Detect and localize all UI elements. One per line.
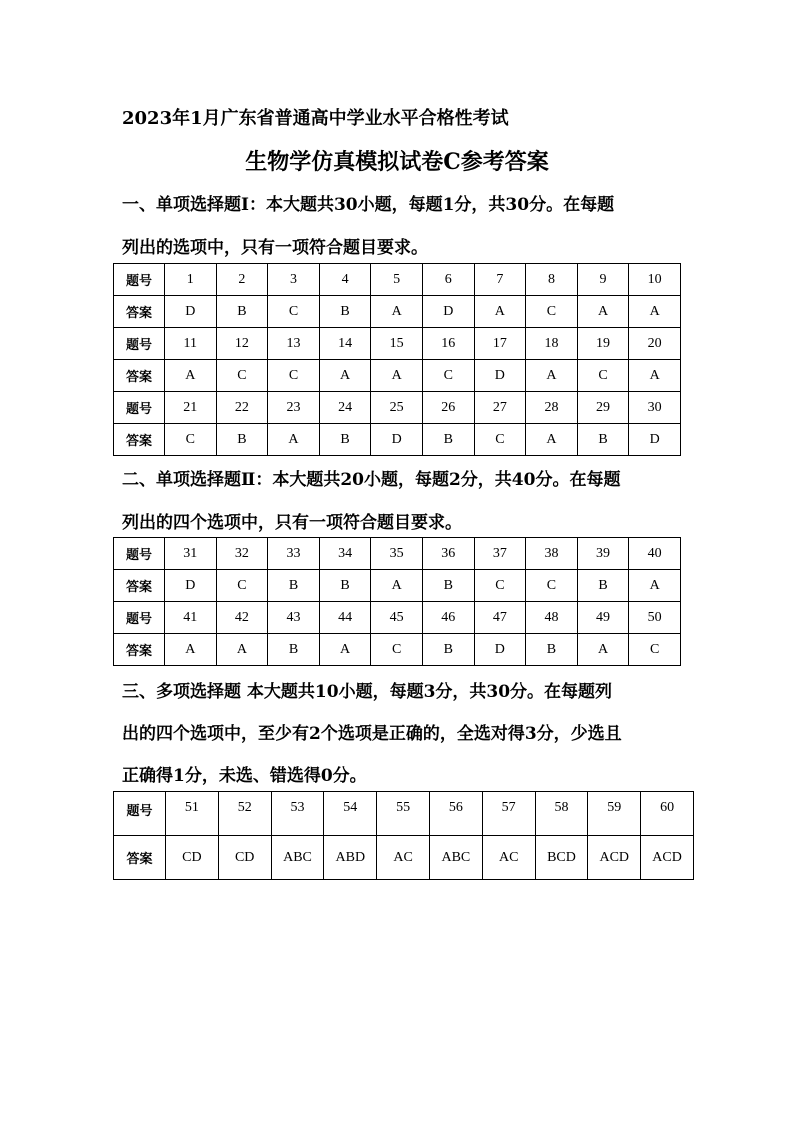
question-number-cell: 50 bbox=[629, 602, 681, 634]
answer-cell: ACD bbox=[641, 836, 694, 880]
answer-cell: C bbox=[526, 296, 578, 328]
question-number-cell: 20 bbox=[629, 328, 681, 360]
question-number-cell: 43 bbox=[268, 602, 320, 634]
answer-cell: C bbox=[216, 570, 268, 602]
question-number-cell: 24 bbox=[319, 392, 371, 424]
answer-cell: C bbox=[577, 360, 629, 392]
question-number-cell: 1 bbox=[165, 264, 217, 296]
question-number-cell: 12 bbox=[216, 328, 268, 360]
answer-cell: A bbox=[216, 634, 268, 666]
question-number-row bbox=[114, 792, 694, 836]
answer-cell: A bbox=[371, 296, 423, 328]
question-number-cell: 47 bbox=[474, 602, 526, 634]
answer-row bbox=[114, 360, 681, 392]
answer-cell: ACD bbox=[588, 836, 641, 880]
answer-cell: A bbox=[319, 360, 371, 392]
question-number-cell: 42 bbox=[216, 602, 268, 634]
question-number-row bbox=[114, 602, 681, 634]
answer-cell: C bbox=[422, 360, 474, 392]
answer-cell: D bbox=[422, 296, 474, 328]
question-number-cell: 23 bbox=[268, 392, 320, 424]
answer-cell: B bbox=[422, 570, 474, 602]
answer-cell: ABC bbox=[429, 836, 482, 880]
question-number-cell: 33 bbox=[268, 538, 320, 570]
question-number-cell: 2 bbox=[216, 264, 268, 296]
question-number-cell: 35 bbox=[371, 538, 423, 570]
row-label: 答案 bbox=[114, 570, 165, 602]
answer-cell: C bbox=[268, 296, 320, 328]
answer-cell: A bbox=[268, 424, 320, 456]
question-number-cell: 11 bbox=[165, 328, 217, 360]
question-number-cell: 10 bbox=[629, 264, 681, 296]
answer-cell: A bbox=[629, 570, 681, 602]
answer-cell: B bbox=[319, 424, 371, 456]
answer-cell: A bbox=[629, 296, 681, 328]
question-number-cell: 38 bbox=[526, 538, 578, 570]
answer-cell: A bbox=[577, 296, 629, 328]
question-number-cell: 3 bbox=[268, 264, 320, 296]
question-number-cell: 26 bbox=[422, 392, 474, 424]
question-number-cell: 22 bbox=[216, 392, 268, 424]
answer-cell: C bbox=[165, 424, 217, 456]
answer-cell: B bbox=[268, 634, 320, 666]
answer-cell: B bbox=[319, 296, 371, 328]
answer-row bbox=[114, 634, 681, 666]
question-number-cell: 28 bbox=[526, 392, 578, 424]
question-number-cell: 44 bbox=[319, 602, 371, 634]
answer-cell: A bbox=[474, 296, 526, 328]
answer-cell: A bbox=[526, 424, 578, 456]
answer-cell: C bbox=[371, 634, 423, 666]
row-label: 题号 bbox=[114, 792, 166, 836]
question-number-cell: 31 bbox=[165, 538, 217, 570]
question-number-cell: 5 bbox=[371, 264, 423, 296]
question-number-cell: 37 bbox=[474, 538, 526, 570]
question-number-row bbox=[114, 392, 681, 424]
section2-answer-table bbox=[113, 537, 681, 666]
answer-row bbox=[114, 424, 681, 456]
question-number-cell: 39 bbox=[577, 538, 629, 570]
row-label: 答案 bbox=[114, 634, 165, 666]
question-number-cell: 59 bbox=[588, 792, 641, 836]
row-label: 题号 bbox=[114, 538, 165, 570]
question-number-cell: 52 bbox=[218, 792, 271, 836]
section3-instructions-line3: 正确得1分，未选、错选得0分。 bbox=[122, 766, 367, 786]
question-number-cell: 13 bbox=[268, 328, 320, 360]
question-number-cell: 4 bbox=[319, 264, 371, 296]
section1-instructions-line2: 列出的选项中，只有一项符合题目要求。 bbox=[122, 238, 428, 258]
answer-cell: BCD bbox=[535, 836, 588, 880]
answer-cell: C bbox=[526, 570, 578, 602]
question-number-row bbox=[114, 538, 681, 570]
question-number-cell: 17 bbox=[474, 328, 526, 360]
question-number-cell: 9 bbox=[577, 264, 629, 296]
exam-subtitle: 生物学仿真模拟试卷C参考答案 bbox=[245, 149, 549, 175]
section2-instructions-line1: 二、单项选择题Ⅱ：本大题共20小题，每题2分，共40分。在每题 bbox=[122, 470, 621, 490]
answer-cell: D bbox=[165, 296, 217, 328]
answer-cell: B bbox=[422, 424, 474, 456]
section1-instructions-line1: 一、单项选择题Ⅰ：本大题共30小题，每题1分，共30分。在每题 bbox=[122, 195, 615, 215]
question-number-cell: 57 bbox=[482, 792, 535, 836]
question-number-cell: 6 bbox=[422, 264, 474, 296]
answer-cell: CD bbox=[166, 836, 219, 880]
row-label: 题号 bbox=[114, 328, 165, 360]
answer-cell: D bbox=[371, 424, 423, 456]
answer-cell: D bbox=[474, 634, 526, 666]
question-number-cell: 36 bbox=[422, 538, 474, 570]
answer-row bbox=[114, 296, 681, 328]
question-number-cell: 51 bbox=[166, 792, 219, 836]
answer-row bbox=[114, 570, 681, 602]
section3-instructions-line2: 出的四个选项中，至少有2个选项是正确的，全选对得3分，少选且 bbox=[122, 724, 622, 744]
answer-cell: AC bbox=[482, 836, 535, 880]
answer-cell: ABC bbox=[271, 836, 324, 880]
question-number-cell: 46 bbox=[422, 602, 474, 634]
answer-cell: B bbox=[577, 570, 629, 602]
question-number-cell: 19 bbox=[577, 328, 629, 360]
answer-cell: A bbox=[165, 634, 217, 666]
answer-cell: CD bbox=[218, 836, 271, 880]
question-number-cell: 8 bbox=[526, 264, 578, 296]
section3-instructions-line1: 三、多项选择题 本大题共10小题，每题3分，共30分。在每题列 bbox=[122, 682, 613, 702]
answer-cell: D bbox=[165, 570, 217, 602]
answer-cell: C bbox=[474, 424, 526, 456]
question-number-cell: 29 bbox=[577, 392, 629, 424]
answer-cell: B bbox=[526, 634, 578, 666]
answer-cell: A bbox=[371, 360, 423, 392]
answer-cell: C bbox=[629, 634, 681, 666]
answer-cell: ABD bbox=[324, 836, 377, 880]
question-number-cell: 34 bbox=[319, 538, 371, 570]
question-number-cell: 54 bbox=[324, 792, 377, 836]
question-number-cell: 32 bbox=[216, 538, 268, 570]
question-number-cell: 41 bbox=[165, 602, 217, 634]
question-number-cell: 48 bbox=[526, 602, 578, 634]
answer-cell: B bbox=[319, 570, 371, 602]
row-label: 题号 bbox=[114, 392, 165, 424]
question-number-cell: 18 bbox=[526, 328, 578, 360]
answer-cell: C bbox=[268, 360, 320, 392]
answer-cell: B bbox=[268, 570, 320, 602]
answer-cell: A bbox=[371, 570, 423, 602]
question-number-cell: 45 bbox=[371, 602, 423, 634]
question-number-cell: 55 bbox=[377, 792, 430, 836]
answer-cell: A bbox=[526, 360, 578, 392]
exam-title: 2023年1月广东省普通高中学业水平合格性考试 bbox=[122, 108, 509, 129]
question-number-cell: 25 bbox=[371, 392, 423, 424]
question-number-cell: 58 bbox=[535, 792, 588, 836]
answer-cell: D bbox=[474, 360, 526, 392]
answer-cell: AC bbox=[377, 836, 430, 880]
answer-cell: C bbox=[216, 360, 268, 392]
row-label: 答案 bbox=[114, 360, 165, 392]
question-number-cell: 30 bbox=[629, 392, 681, 424]
question-number-cell: 53 bbox=[271, 792, 324, 836]
section1-answer-table bbox=[113, 263, 681, 456]
answer-cell: B bbox=[216, 424, 268, 456]
question-number-cell: 16 bbox=[422, 328, 474, 360]
question-number-cell: 40 bbox=[629, 538, 681, 570]
answer-cell: C bbox=[474, 570, 526, 602]
answer-cell: D bbox=[629, 424, 681, 456]
question-number-cell: 15 bbox=[371, 328, 423, 360]
answer-cell: A bbox=[319, 634, 371, 666]
question-number-cell: 7 bbox=[474, 264, 526, 296]
section2-instructions-line2: 列出的四个选项中，只有一项符合题目要求。 bbox=[122, 513, 462, 533]
question-number-row bbox=[114, 264, 681, 296]
answer-cell: B bbox=[216, 296, 268, 328]
section3-answer-table bbox=[113, 791, 694, 880]
answer-cell: A bbox=[165, 360, 217, 392]
row-label: 题号 bbox=[114, 264, 165, 296]
question-number-cell: 27 bbox=[474, 392, 526, 424]
row-label: 答案 bbox=[114, 424, 165, 456]
question-number-row bbox=[114, 328, 681, 360]
question-number-cell: 60 bbox=[641, 792, 694, 836]
answer-cell: A bbox=[629, 360, 681, 392]
question-number-cell: 21 bbox=[165, 392, 217, 424]
answer-cell: A bbox=[577, 634, 629, 666]
question-number-cell: 49 bbox=[577, 602, 629, 634]
row-label: 答案 bbox=[114, 836, 166, 880]
row-label: 题号 bbox=[114, 602, 165, 634]
question-number-cell: 56 bbox=[429, 792, 482, 836]
question-number-cell: 14 bbox=[319, 328, 371, 360]
answer-cell: B bbox=[577, 424, 629, 456]
answer-cell: B bbox=[422, 634, 474, 666]
row-label: 答案 bbox=[114, 296, 165, 328]
answer-row bbox=[114, 836, 694, 880]
